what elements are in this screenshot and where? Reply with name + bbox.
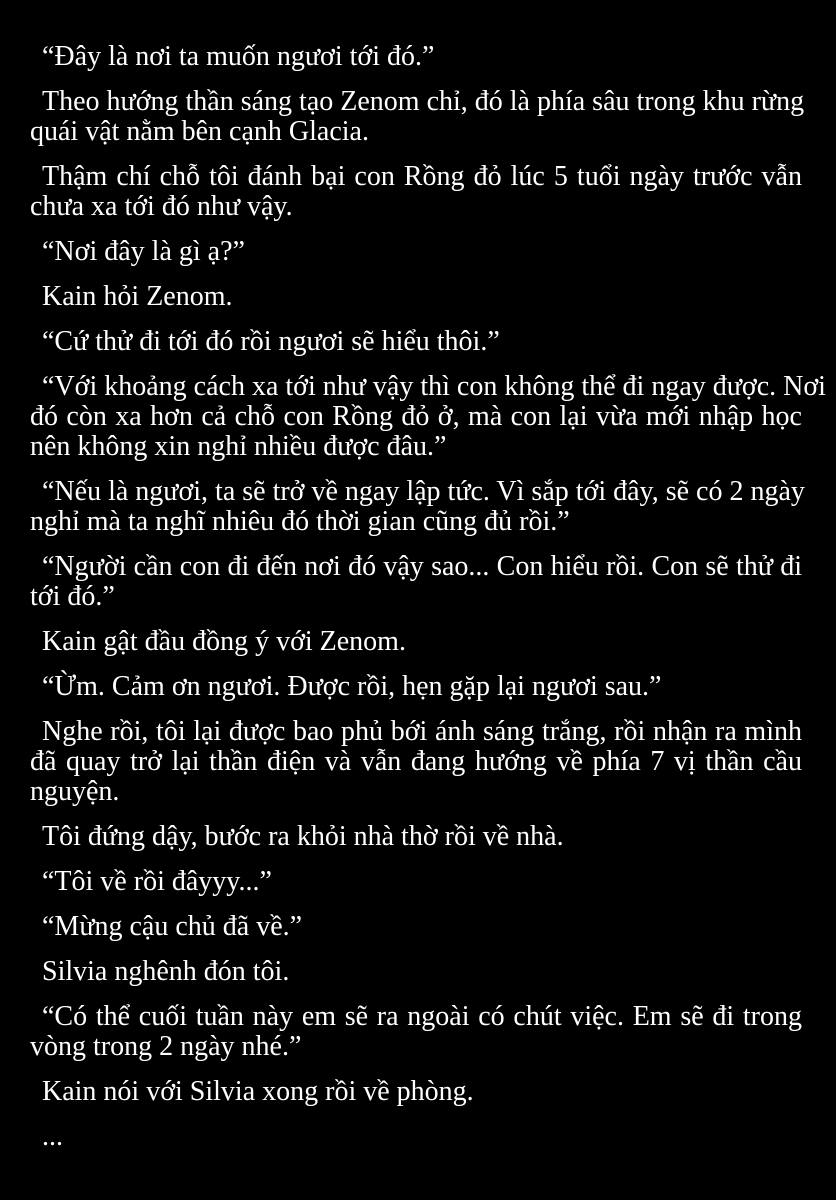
paragraph xyxy=(30,371,826,462)
text-line: quái vật nằm bên cạnh Glacia. xyxy=(30,116,369,147)
text-line: vòng trong 2 ngày nhé.” xyxy=(30,1031,302,1062)
text-line: “Có thể cuối tuần này em sẽ ra ngoài có chút việc. Em sẽ đi trong xyxy=(42,1001,802,1032)
text-line: “Cứ thử đi tới đó rồi ngươi sẽ hiểu thôi.” xyxy=(42,326,500,357)
paragraph-list xyxy=(30,41,826,1152)
paragraph xyxy=(30,42,802,72)
paragraph xyxy=(30,476,805,537)
paragraph xyxy=(30,867,802,897)
text-line: “Với khoảng cách xa tới như vậy thì con không thể đi ngay được. Nơi xyxy=(42,371,826,402)
text-line: “Nơi đây là gì ạ?” xyxy=(42,236,245,267)
paragraph xyxy=(30,627,802,657)
text-line: Kain hỏi Zenom. xyxy=(42,281,233,312)
text-line: Nghe rồi, tôi lại được bao phủ bới ánh sáng trắng, rồi nhận ra mình xyxy=(42,716,802,747)
text-line: Tôi đứng dậy, bước ra khỏi nhà thờ rồi về nhà. xyxy=(42,821,564,852)
text-line: “Nếu là ngươi, ta sẽ trở về ngay lập tức. Vì sắp tới đây, sẽ có 2 ngày xyxy=(42,476,805,507)
paragraph xyxy=(30,1122,802,1152)
text-line: nguyện. xyxy=(30,776,120,807)
text-line: Kain gật đầu đồng ý với Zenom. xyxy=(42,626,406,657)
text-line: ... xyxy=(42,1121,63,1152)
text-line: “Mừng cậu chủ đã về.” xyxy=(42,911,303,942)
text-line: nên không xin nghỉ nhiều được đâu.” xyxy=(30,431,447,462)
text-line: “Đây là nơi ta muốn ngươi tới đó.” xyxy=(42,41,435,72)
paragraph xyxy=(30,672,802,702)
text-line: “Người cần con đi đến nơi đó vậy sao... Con hiểu rồi. Con sẽ thử đi xyxy=(42,551,802,582)
text-line: “Ừm. Cảm ơn ngươi. Được rồi, hẹn gặp lại ngươi sau.” xyxy=(42,671,662,702)
paragraph xyxy=(30,717,802,807)
text-line: Silvia nghênh đón tôi. xyxy=(42,956,290,987)
paragraph xyxy=(30,1077,802,1107)
paragraph xyxy=(30,1002,802,1062)
paragraph xyxy=(30,822,802,852)
paragraph xyxy=(30,282,802,312)
text-line: nghỉ mà ta nghĩ nhiêu đó thời gian cũng đủ rồi.” xyxy=(30,506,570,537)
paragraph xyxy=(30,327,802,357)
paragraph xyxy=(30,237,802,267)
text-line: Thậm chí chỗ tôi đánh bại con Rồng đỏ lúc 5 tuổi ngày trước vẫn xyxy=(42,161,802,192)
text-line: Theo hướng thần sáng tạo Zenom chỉ, đó là phía sâu trong khu rừng xyxy=(42,86,805,117)
text-line: “Tôi về rồi đâyyy...” xyxy=(42,866,272,897)
paragraph xyxy=(30,86,805,147)
text-line: chưa xa tới đó như vậy. xyxy=(30,191,293,222)
paragraph xyxy=(30,162,802,222)
text-line: đó còn xa hơn cả chỗ con Rồng đỏ ở, mà con lại vừa mới nhập học xyxy=(30,401,802,432)
text-line: Kain nói với Silvia xong rồi về phòng. xyxy=(42,1076,474,1107)
paragraph xyxy=(30,552,802,612)
text-line: đã quay trở lại thần điện và vẫn đang hướng về phía 7 vị thần cầu xyxy=(30,746,802,777)
paragraph xyxy=(30,912,802,942)
paragraph xyxy=(30,957,802,987)
text-line: tới đó.” xyxy=(30,581,115,612)
